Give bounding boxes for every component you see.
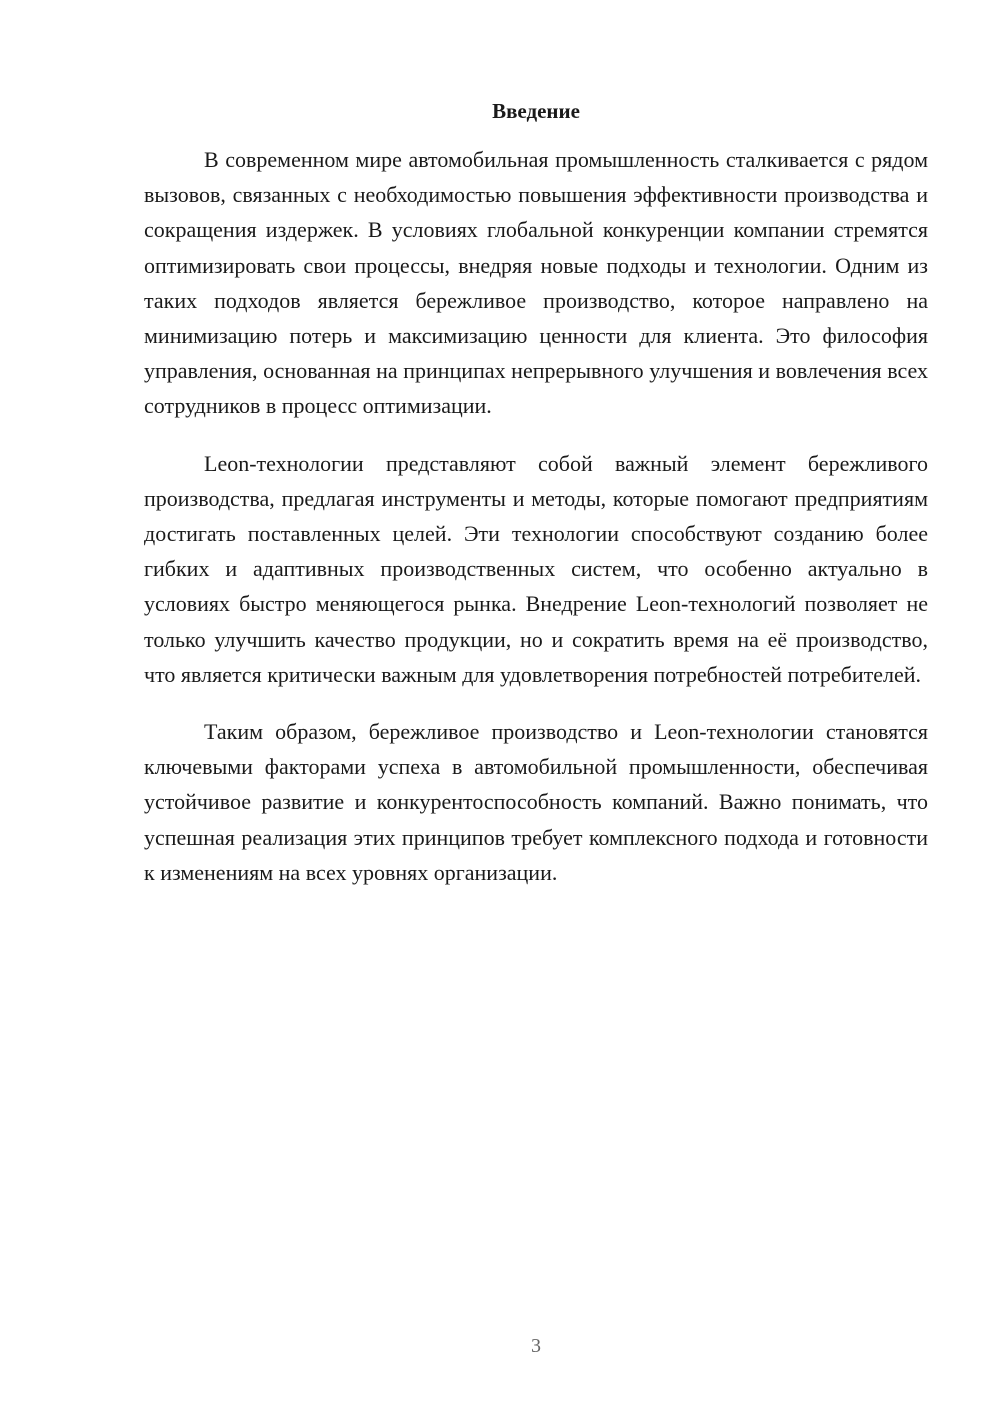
paragraph-3: Таким образом, бережливое производство и Leon-технологии становятся ключевыми факторами успеха в автомобильной промышленности, обеспечивая устойчивое развитие и конкурентоспособность компаний. Важно понимать, что успешная реализация этих принципов требует комплексного подхода и готовности к изменениям на всех уровнях организации.: [144, 719, 928, 885]
paragraph-2: Leon-технологии представляют собой важный элемент бережливого производства, предлагая инструменты и методы, которые помогают предприятиям достигать поставленных целей. Эти технологии способствуют созданию более гибких и адаптивных производственных систем, что особенно актуально в условиях быстро меняющегося рынка. Внедрение Leon-технологий позволяет не только улучшить качество продукции, но и сократить время на её производство, что является критически важным для удовлетворения потребностей потребителей.: [144, 450, 928, 687]
body-text: [144, 142, 928, 890]
paragraph-1: В современном мире автомобильная промышленность сталкивается с рядом вызовов, связанных с необходимостью повышения эффективности производства и сокращения издержек. В условиях глобальной конкуренции компании стремятся оптимизировать свои процессы, внедряя новые подходы и технологии. Одним из таких подходов является бережливое производство, которое направлено на минимизацию потерь и максимизацию ценности для клиента. Это философия управления, основанная на принципах непрерывного улучшения и вовлечения всех сотрудников в процесс оптимизации.: [144, 147, 928, 419]
page-number: 3: [531, 1335, 541, 1357]
section-heading: Введение: [492, 99, 580, 123]
